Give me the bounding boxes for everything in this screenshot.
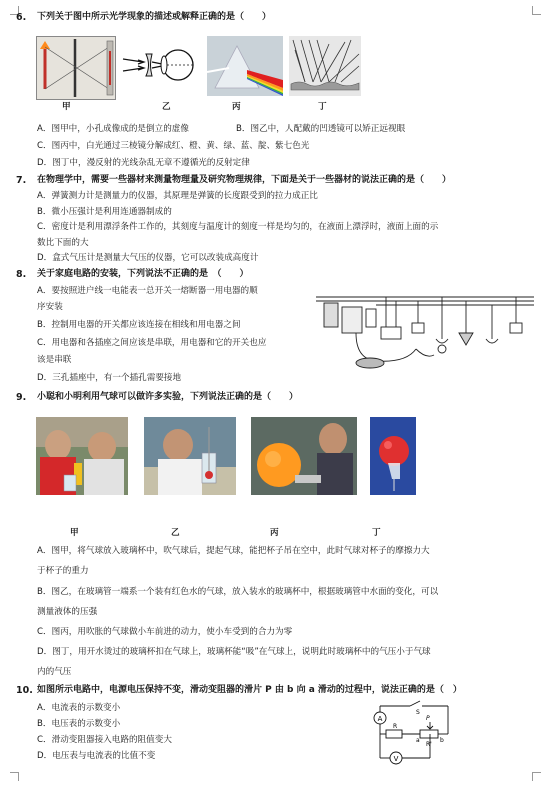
option-a: A．弹簧测力计是测量力的仪器，其原理是弹簧的长度跟受到的拉力成正比	[37, 191, 318, 201]
diffuse-reflection-figure	[289, 36, 361, 96]
option-a: A．电流表的示数变小	[37, 703, 121, 713]
resistor-label: R	[393, 723, 398, 730]
question-number: 10.	[16, 685, 33, 696]
option-c: C．图丙中，白光通过三棱镜分解成红、橙、黄、绿、蓝、靛、紫七色光	[37, 141, 310, 151]
ammeter-label: A	[377, 715, 383, 723]
option-c: C．用电器和各插座之间应该是串联，用电器和它的开关也应	[37, 338, 267, 348]
question-number: 6.	[16, 12, 27, 23]
question-number: 7.	[16, 175, 27, 186]
option-b: B．控制用电器的开关都应该连接在相线和用电器之间	[37, 320, 241, 330]
option-d: D．三孔插座中，有一个插孔需要接地	[37, 373, 182, 383]
question-stem: 下列关于图中所示光学现象的描述或解释正确的是（ ）	[37, 12, 272, 22]
figure-caption: 乙	[171, 528, 180, 538]
figure-caption: 乙	[162, 102, 171, 112]
option-b-continued: 测量液体的压强	[37, 607, 98, 617]
prism-figure	[207, 36, 283, 96]
option-a: A．图甲中，小孔成像成的是倒立的虚像	[37, 124, 189, 134]
corner-mark-bottom-left	[10, 772, 19, 781]
option-b: B．电压表的示数变小	[37, 719, 121, 729]
corner-mark-bottom-right	[532, 772, 541, 781]
option-a: A．图甲，将气球放入玻璃杯中，吹气球后，提起气球，能把杯子吊在空中，此时气球对杯子的摩擦力大	[37, 546, 430, 556]
switch-label: S	[416, 709, 420, 716]
balloon-cup-photo	[36, 417, 128, 495]
option-a-continued: 序安装	[37, 302, 63, 312]
option-c: C．图丙，用吹胀的气球做小车前进的动力，使小车受到的合力为零	[37, 627, 293, 637]
option-c-continued: 该是串联	[37, 355, 72, 365]
option-c: C．滑动变阻器接入电路的阻值变大	[37, 735, 172, 745]
figure-caption: 丁	[372, 528, 381, 538]
question-stem: 小聪和小明利用气球可以做许多实验，下列说法正确的是（ ）	[37, 392, 299, 402]
option-c: C．密度计是利用漂浮条件工作的，其刻度与温度计的刻度一样是均匀的，在液面上漂浮时，液面上面的示	[37, 222, 439, 232]
question-number: 8.	[16, 269, 27, 280]
option-d: D．盒式气压计是测量大气压的仪器，它可以改装成高度计	[37, 253, 259, 263]
option-d: D．图丁，用开水烫过的玻璃杯扣在气球上，玻璃杯能“吸”在气球上，说明此时玻璃杯中的气压小于气球	[37, 647, 431, 657]
question-number: 9.	[16, 392, 27, 403]
option-c-continued: 数比下面的大	[37, 238, 89, 248]
option-b: B．微小压强计是利用连通器制成的	[37, 207, 172, 217]
balloon-car-photo	[251, 417, 357, 495]
question-stem: 在物理学中，需要一些器材来测量物理量及研究物理规律，下面是关于一些器材的说法正确的是（ ）	[37, 175, 452, 185]
question-stem: 如图所示电路中，电源电压保持不变，滑动变阻器的滑片 P 由 b 向 a 滑动的过程中，说法正确的是（ ）	[37, 685, 462, 695]
slider-label: P	[426, 715, 430, 722]
household-circuit-figure	[316, 289, 536, 374]
option-a-continued: 于杯子的重力	[37, 566, 89, 576]
balloon-tube-photo	[144, 417, 236, 495]
eye-lens-figure	[121, 40, 201, 90]
option-b: B．图乙，在玻璃管一端系一个装有红色水的气球，放入装水的玻璃杯中，根据玻璃管中水面的变化，可以	[37, 587, 439, 597]
figure-caption: 丁	[318, 102, 327, 112]
option-d: D．电压表与电流表的比值不变	[37, 751, 156, 761]
question-stem: 关于家庭电路的安装，下列说法不正确的是 （ ）	[37, 269, 249, 279]
corner-mark-top-right	[532, 6, 541, 15]
option-d-continued: 内的气压	[37, 667, 72, 677]
option-b: B．图乙中，人配戴的凹透镜可以矫正远视眼	[236, 124, 406, 134]
voltmeter-label: V	[393, 755, 399, 763]
balloon-glass-photo	[370, 417, 416, 495]
figure-caption: 丙	[232, 102, 241, 112]
pinhole-camera-figure	[36, 36, 116, 100]
figure-caption: 甲	[62, 102, 71, 112]
option-a: A．要按照进户线一电能表一总开关一熔断器一用电器的顺	[37, 286, 258, 296]
figure-caption: 丙	[270, 528, 279, 538]
rheostat-label: R'	[426, 741, 432, 748]
figure-caption: 甲	[70, 528, 79, 538]
circuit-diagram	[360, 698, 460, 766]
end-a-label: a	[416, 737, 420, 744]
option-d: D．图丁中，漫反射的光线杂乱无章不遵循光的反射定律	[37, 158, 250, 168]
end-b-label: b	[440, 737, 444, 744]
